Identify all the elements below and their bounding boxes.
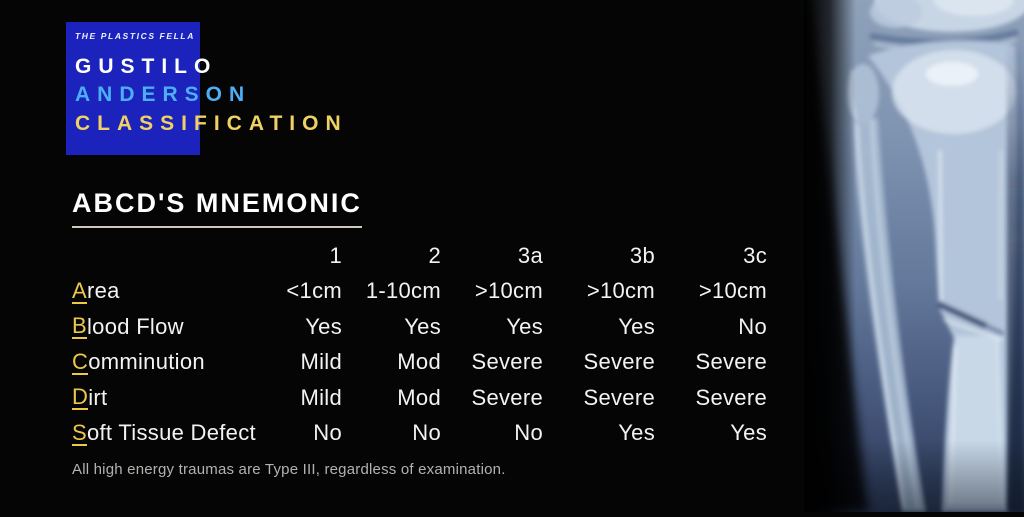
row-initial: S — [72, 419, 87, 445]
table-cell: >10cm — [474, 278, 543, 304]
table-header-type-1: 1 — [329, 242, 342, 268]
table-cell: Mild — [300, 349, 342, 375]
row-label-dirt — [72, 380, 262, 416]
row-label-comminution — [72, 345, 262, 381]
table-cell: Mild — [300, 384, 342, 410]
row-label-rest: omminution — [88, 349, 205, 375]
table-cell: Yes — [618, 420, 655, 446]
row-label-area — [72, 274, 262, 310]
row-initial: B — [72, 313, 87, 339]
row-label-rest: lood Flow — [86, 313, 184, 339]
table-cell: 1-10cm — [365, 278, 441, 304]
table-header-type-3c: 3c — [743, 242, 767, 268]
row-initial: D — [72, 384, 89, 410]
table-cell: No — [514, 420, 543, 446]
table-cell: Yes — [404, 313, 441, 339]
row-label-rest: oft Tissue Defect — [86, 420, 256, 446]
brand-title-line-3: CLASSIFICATION — [75, 111, 348, 135]
table-cell: Severe — [695, 349, 767, 375]
table-cell: Severe — [695, 384, 767, 410]
row-label-rest: irt — [88, 384, 108, 410]
footnote: All high energy traumas are Type III, regardless of examination. — [72, 461, 506, 478]
table-cell: Severe — [471, 384, 543, 410]
table-cell: <1cm — [286, 278, 342, 304]
table-cell: Severe — [471, 349, 543, 375]
table-cell: No — [738, 313, 767, 339]
table-cell: Yes — [506, 313, 543, 339]
row-label-blood-flow — [72, 309, 262, 345]
table-header-empty — [72, 238, 262, 274]
table-cell: Yes — [305, 313, 342, 339]
row-label-rest: rea — [86, 278, 120, 304]
row-initial: C — [72, 348, 89, 374]
brand-title-line-1: GUSTILO — [75, 55, 218, 78]
table-cell: No — [412, 420, 441, 446]
table-cell: Mod — [397, 384, 441, 410]
brand-title — [75, 53, 348, 138]
brand-tagline: THE PLASTICS FELLA — [75, 31, 195, 41]
table-header-type-2: 2 — [428, 242, 441, 268]
page-title: ABCD'S MNEMONIC — [72, 188, 362, 228]
brand-box — [66, 22, 348, 155]
table-cell: No — [313, 420, 342, 446]
table-cell: >10cm — [586, 278, 655, 304]
row-initial: A — [72, 277, 87, 303]
table-header-type-3b: 3b — [629, 242, 655, 268]
table-cell: Mod — [397, 349, 441, 375]
table-cell: Yes — [618, 313, 655, 339]
table-cell: Yes — [730, 420, 767, 446]
table-header-type-3a: 3a — [517, 242, 543, 268]
table-cell: Severe — [583, 349, 655, 375]
xray-image — [804, 0, 1024, 512]
table-cell: Severe — [583, 384, 655, 410]
table-cell: >10cm — [698, 278, 767, 304]
brand-title-line-2: ANDERSON — [75, 83, 252, 107]
mnemonic-table — [72, 238, 767, 451]
row-label-soft-tissue-defect — [72, 416, 262, 452]
tibia-fibula-xray-graphic — [804, 0, 1024, 512]
